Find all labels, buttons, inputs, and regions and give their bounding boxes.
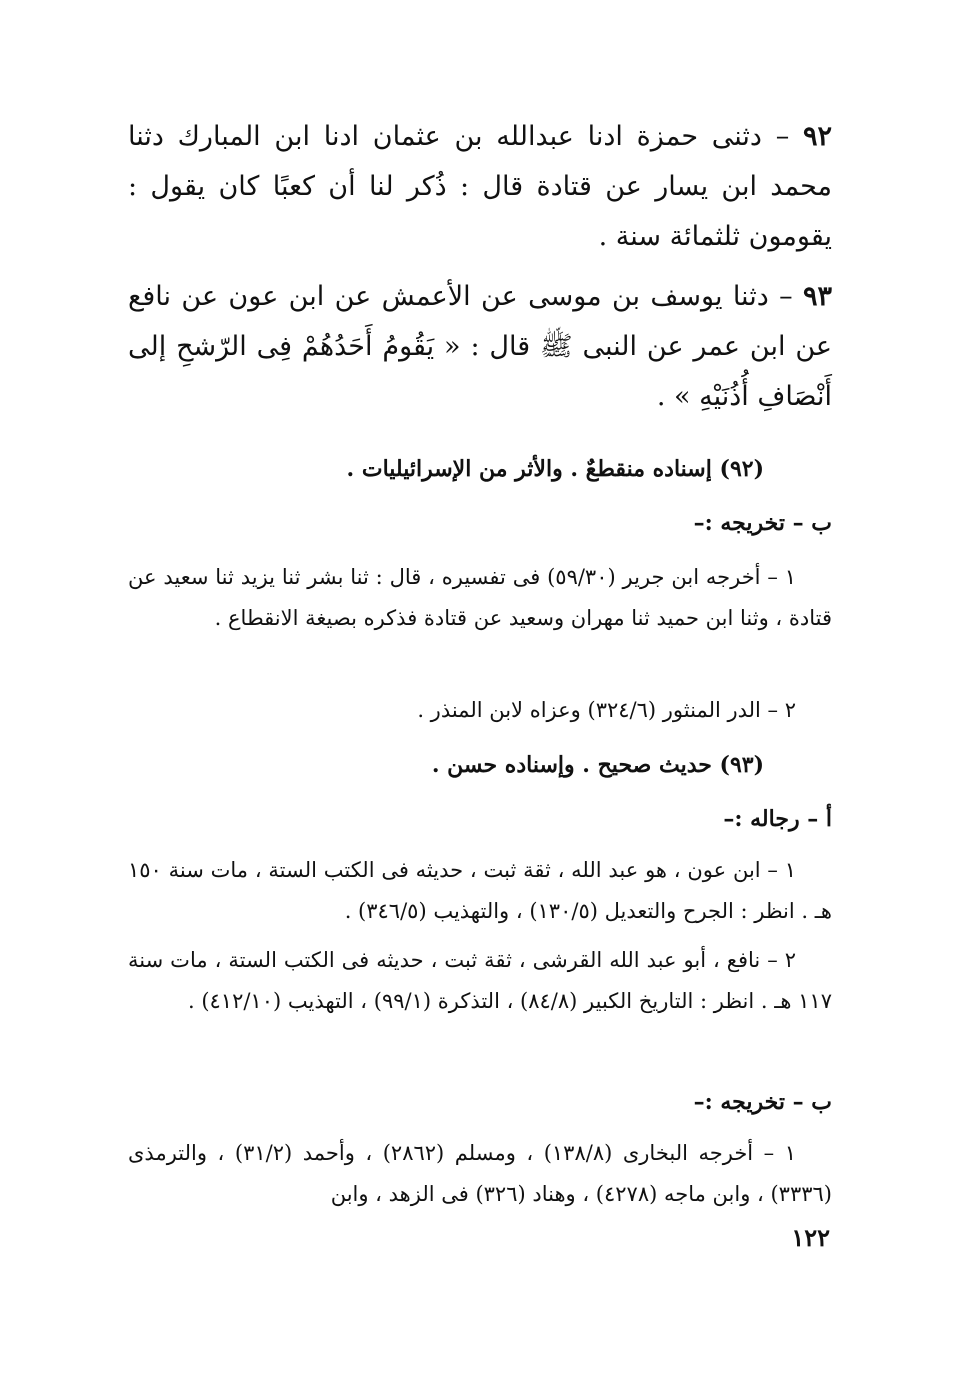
hadith-92	[128, 112, 832, 262]
takhrij-93-heading: ب – تخريجه :–	[693, 1089, 832, 1115]
takhrij-92-heading: ب – تخريجه :–	[693, 510, 832, 536]
hadith-text: – دثنى حمزة ادنا عبدالله بن عثمان ادنا ابن المبارك دثنا محمد ابن يسار عن قتادة قال : ذُكر لنا أن كعبًا كان يقول : يقومون ثلثمائة سنة .	[128, 121, 832, 252]
rijal-93-heading: أ – رجاله :–	[723, 806, 832, 832]
rijal-93-item-2: ٢ – نافع ، أبو عبد الله القرشى ، ثقة ثبت ، حديثه فى الكتب الستة ، مات سنة ١١٧ هـ . انظر : التاريخ الكبير (٨٤/٨) ، التذكرة (٩٩/١) ، التهذيب (٤١٢/١٠) .	[128, 948, 832, 1013]
hadith-number: ٩٣	[802, 281, 832, 312]
hadith-93	[128, 272, 832, 422]
takhrij-93-item-1: ١ – أخرجه البخارى (١٣٨/٨) ، ومسلم (٢٨٦٢) ، وأحمد (٣١/٢) ، والترمذى (٣٣٣٦) ، وابن ماجه (٤٢٧٨) ، وهناد (٣٢٦) فى الزهد ، وابن	[128, 1141, 832, 1206]
hadith-text: – دثنا يوسف بن موسى عن الأعمش عن ابن عون عن نافع عن ابن عمر عن النبى ﷺ قال : « يَقُومُ أَحَدُهُمْ فِى الرّشحِ إلى أَنْصَافِ أُذُنَيْهِ » .	[128, 281, 832, 412]
takhrij-92-item-2: ٢ – الدر المنثور (٣٢٤/٦) وعزاه لابن المنذر .	[417, 698, 796, 722]
grade-93: (٩٣) حديث صحيح . وإسناده حسن .	[431, 752, 764, 778]
rijal-93-item-1: ١ – ابن عون ، هو عبد الله ، ثقة ثبت ، حديثه فى الكتب الستة ، مات سنة ١٥٠ هـ . انظر : الجرح والتعديل (١٣٠/٥) ، والتهذيب (٣٤٦/٥) .	[128, 858, 832, 923]
takhrij-92-item-1: ١ – أخرجه ابن جرير (٥٩/٣٠) فى تفسيره ، قال : ثنا بشر ثنا يزيد ثنا سعيد عن قتادة ، وثنا ابن حميد ثنا مهران وسعيد عن قتادة فذكره بصيغة الانقطاع .	[128, 565, 832, 630]
grade-92: (٩٢) إسناده منقطعٌ . والأثر من الإسرائيليات .	[346, 456, 764, 482]
hadith-number: ٩٢	[802, 121, 832, 152]
page-number: ١٢٢	[791, 1223, 830, 1252]
